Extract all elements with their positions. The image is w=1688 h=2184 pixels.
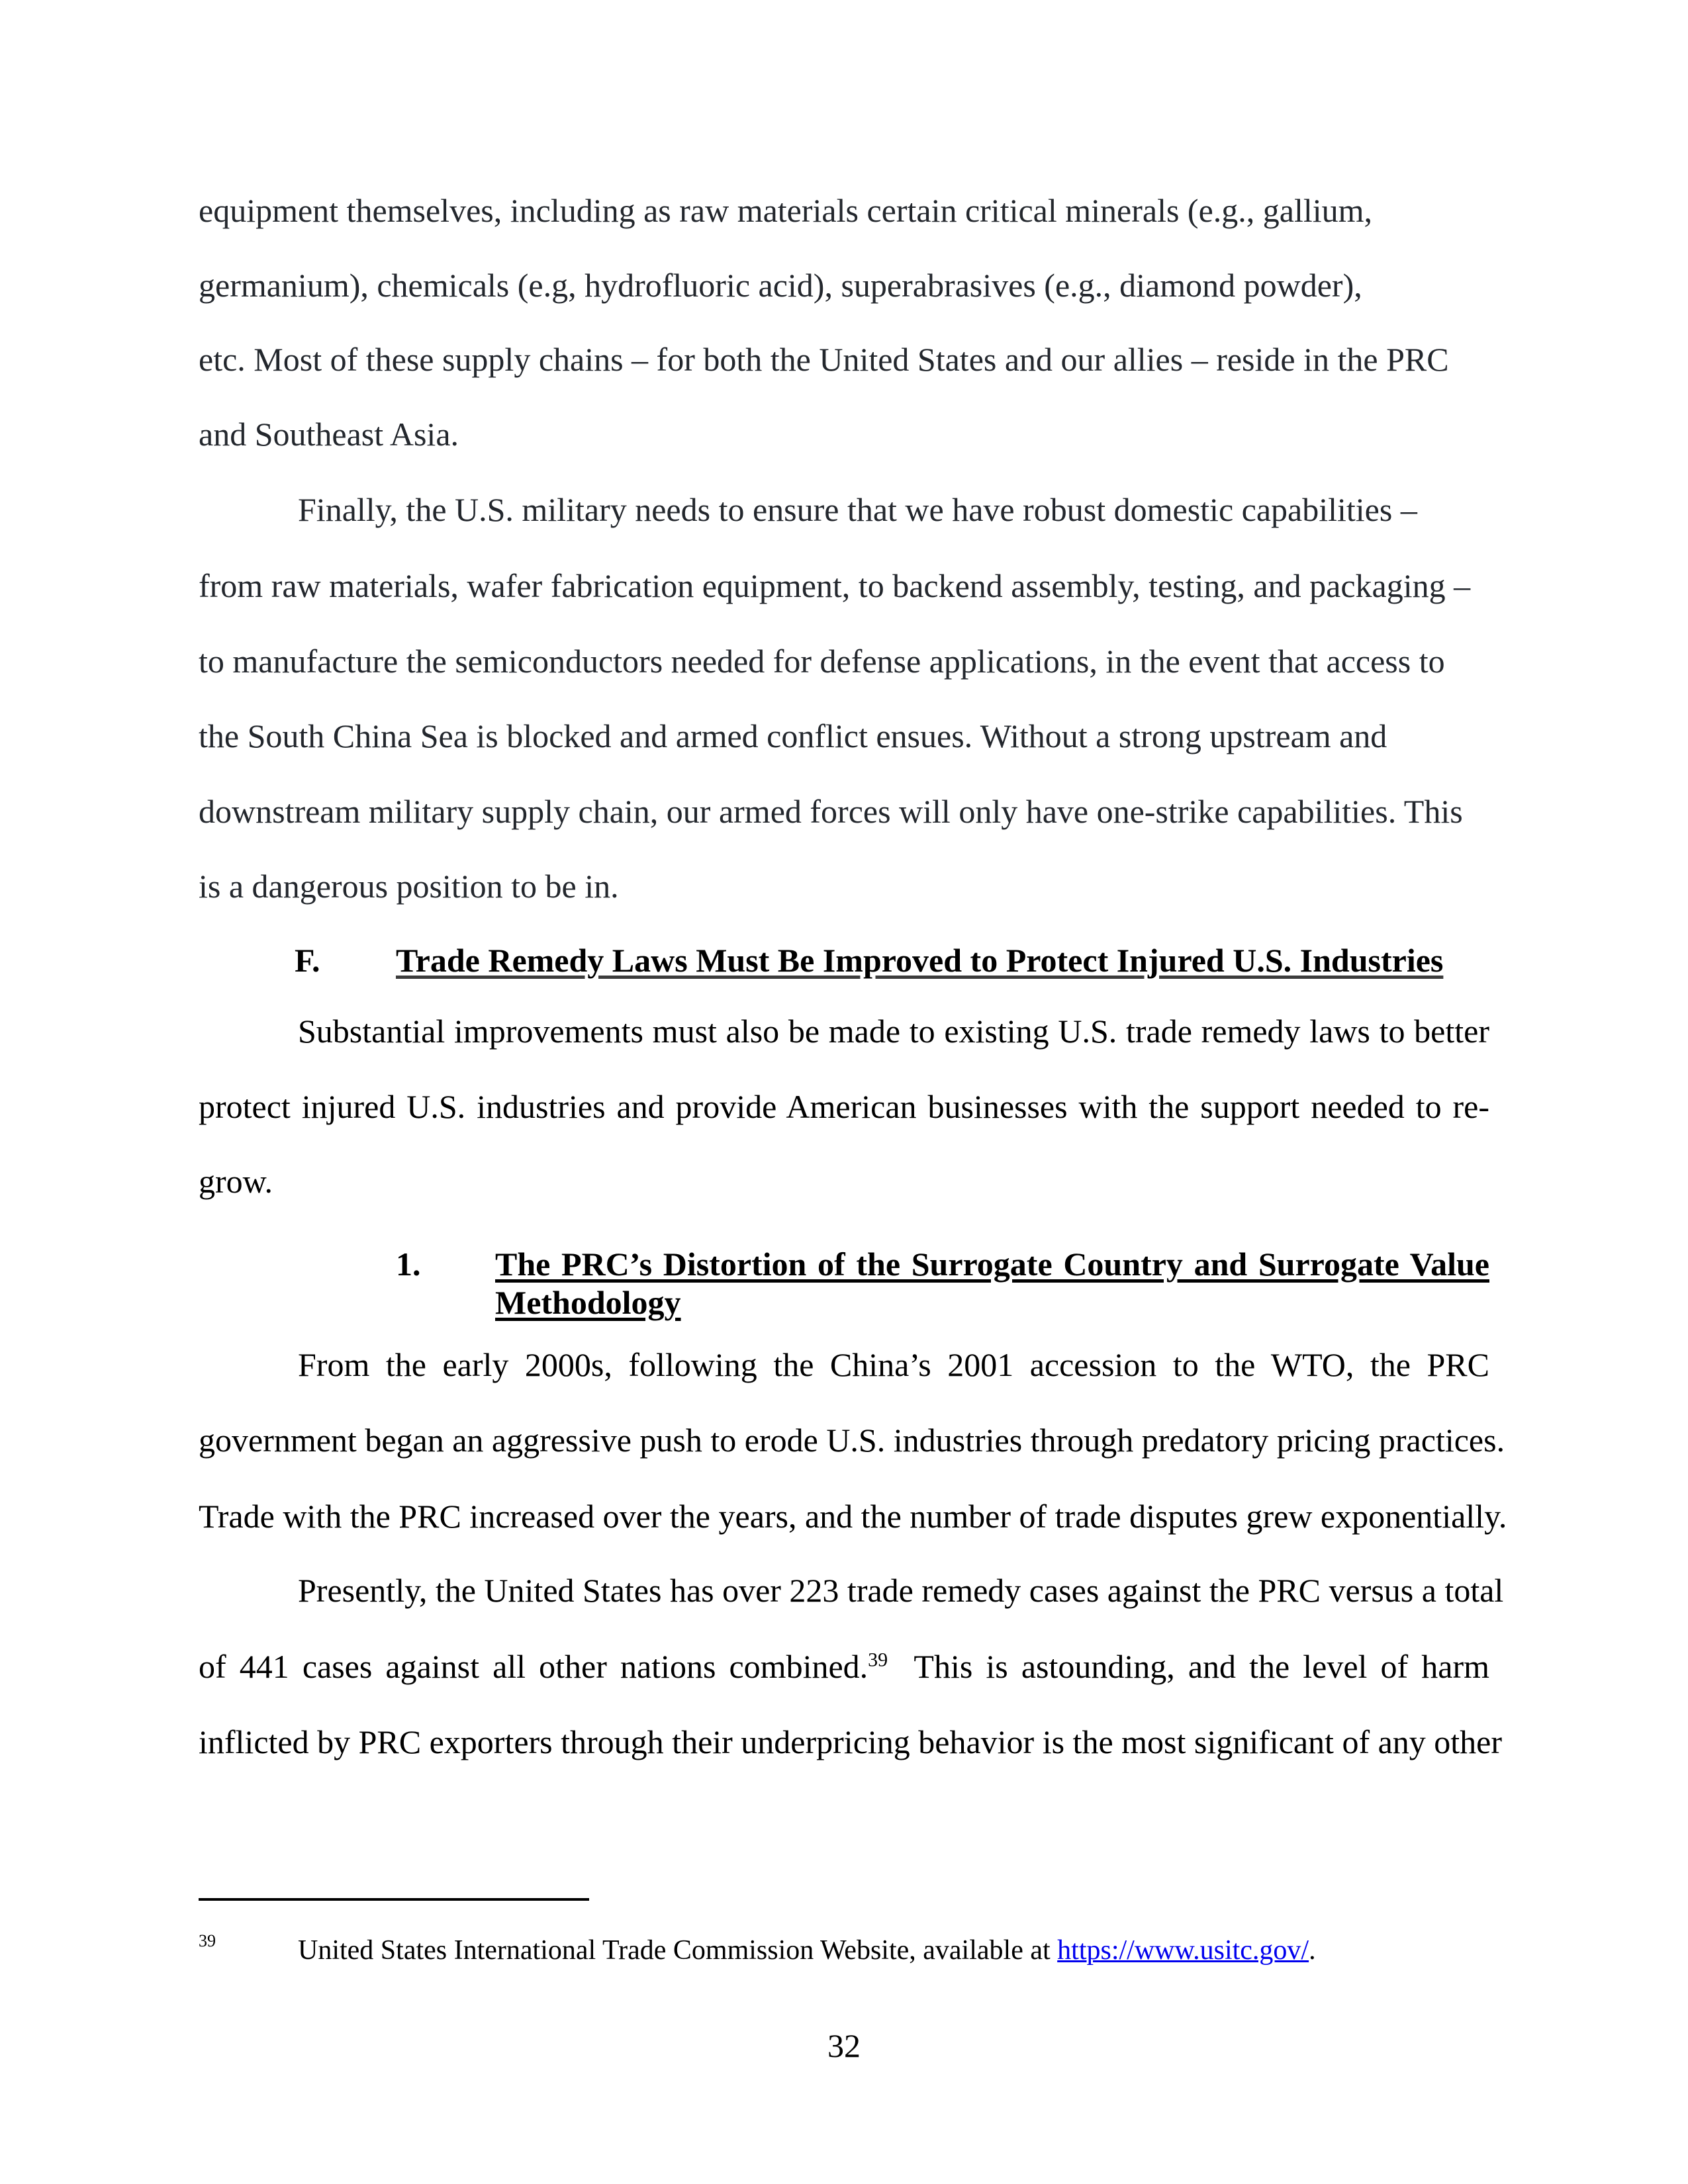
footnote-number: 39 (199, 1931, 216, 1950)
body-text: of 441 cases against all other nations combined. (199, 1648, 868, 1685)
body-line: inflicted by PRC exporters through their underpricing behavior is the most significant of any other (199, 1723, 1503, 1760)
section-label: F. (295, 942, 320, 979)
body-line-with-footnote (199, 1647, 1489, 1686)
footnote-trailing: . (1309, 1935, 1316, 1966)
footnote-link[interactable]: https://www.usitc.gov/ (1057, 1935, 1309, 1966)
subsection-heading: The PRC’s Distortion of the Surrogate Country and Surrogate Value (495, 1246, 1489, 1283)
subsection-label: 1. (396, 1246, 421, 1283)
body-text: This is astounding, and the level of harm (888, 1648, 1489, 1685)
body-line: From the early 2000s, following the China’s 2001 accession to the WTO, the PRC (298, 1346, 1489, 1383)
body-line: protect injured U.S. industries and provide American businesses with the support needed to re- (199, 1088, 1489, 1125)
subsection-heading-cont: Methodology (495, 1284, 681, 1321)
body-line: and Southeast Asia. (199, 416, 459, 453)
body-line: equipment themselves, including as raw materials certain critical minerals (e.g., gallium, (199, 192, 1373, 229)
footnote-reference[interactable]: 39 (868, 1649, 888, 1671)
body-line: Presently, the United States has over 223 trade remedy cases against the PRC versus a total (298, 1572, 1504, 1609)
body-line: grow. (199, 1163, 273, 1200)
body-line: Trade with the PRC increased over the years, and the number of trade disputes grew exponentially. (199, 1498, 1507, 1535)
page-number: 32 (827, 2027, 861, 2064)
footnote-body: United States International Trade Commission Website, available at (298, 1935, 1058, 1966)
body-line: from raw materials, wafer fabrication equipment, to backend assembly, testing, and packaging – (199, 567, 1471, 604)
body-line: germanium), chemicals (e.g, hydrofluoric acid), superabrasives (e.g., diamond powder), (199, 267, 1362, 304)
footnote-text (298, 1934, 1316, 1967)
body-line: is a dangerous position to be in. (199, 868, 619, 905)
body-line: the South China Sea is blocked and armed conflict ensues. Without a strong upstream and (199, 717, 1387, 754)
body-line: government began an aggressive push to erode U.S. industries through predatory pricing practices. (199, 1422, 1505, 1459)
body-line: downstream military supply chain, our armed forces will only have one-strike capabilities. This (199, 793, 1463, 830)
footnote-separator (199, 1898, 589, 1901)
body-line: Substantial improvements must also be made to existing U.S. trade remedy laws to better (298, 1013, 1489, 1050)
section-heading: Trade Remedy Laws Must Be Improved to Protect Injured U.S. Industries (396, 942, 1444, 979)
body-line: Finally, the U.S. military needs to ensure that we have robust domestic capabilities – (298, 491, 1417, 528)
body-line: to manufacture the semiconductors needed for defense applications, in the event that access to (199, 643, 1445, 680)
body-line: etc. Most of these supply chains – for both the United States and our allies – reside in the PRC (199, 341, 1449, 378)
